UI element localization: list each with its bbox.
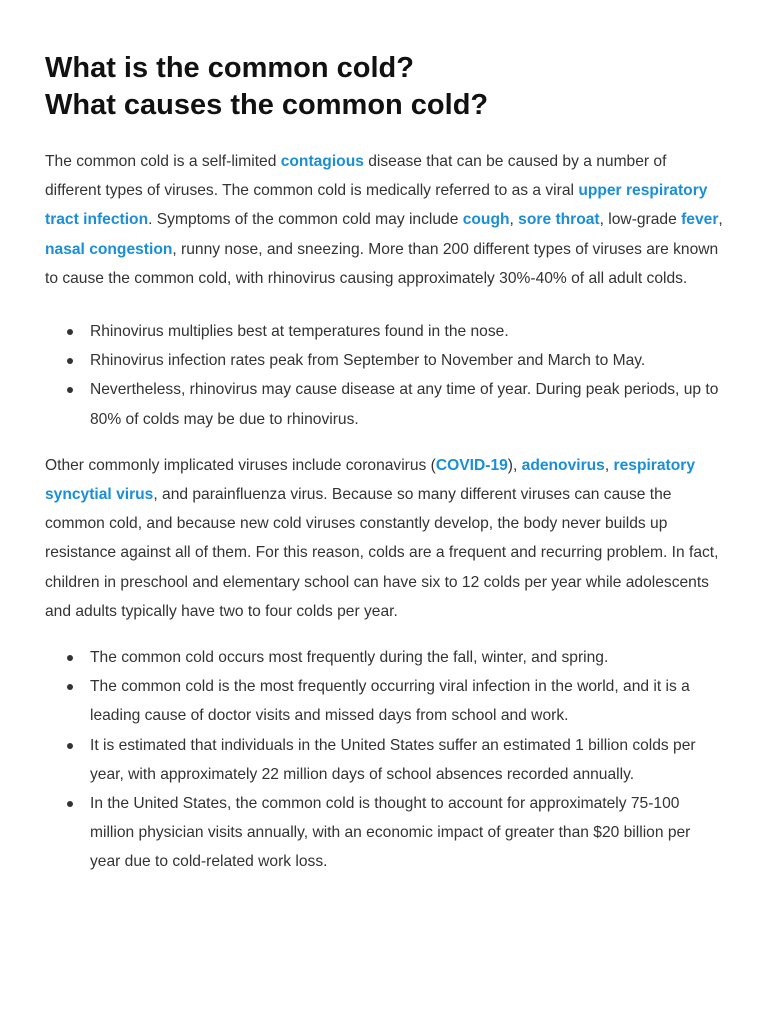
list-item (45, 672, 725, 730)
bullet-dot (67, 743, 73, 749)
para-text: Other commonly implicated viruses include coronavirus ( (45, 456, 436, 474)
list-item-text: Nevertheless, rhinovirus may cause disease at any time of year. During peak periods, up to 80% of colds may be due to rhinovirus. (90, 381, 719, 428)
intro-text: , (509, 211, 519, 229)
intro-text: , low-grade (599, 211, 682, 229)
bullet-dot (67, 684, 73, 690)
link-covid-19[interactable]: COVID-19 (435, 456, 508, 474)
list-item-text: Rhinovirus infection rates peak from September to November and March to May. (90, 352, 646, 370)
article (45, 50, 725, 877)
link-sore-throat[interactable]: sore throat (518, 211, 600, 229)
link-cough[interactable]: cough (462, 211, 510, 229)
bullet-dot (67, 329, 73, 335)
list-item (45, 789, 725, 877)
bullet-dot (67, 358, 73, 364)
list-item-text: In the United States, the common cold is thought to account for approximately 75-100 million physician visits annually, with an economic impact of greater than $20 billion per year due to cold-related work loss. (90, 795, 691, 871)
list-item (45, 346, 725, 375)
bullet-dot (67, 387, 73, 393)
intro-text: The common cold is a self-limited (45, 153, 281, 170)
list-item-text: The common cold is the most frequently occurring viral infection in the world, and it is a leading cause of doctor visits and missed days from school and work. (90, 678, 690, 725)
link-adenovirus[interactable]: adenovirus (521, 456, 605, 474)
list-item (45, 317, 725, 346)
title-line-1: What is the common cold? (45, 52, 414, 84)
list-item-text: The common cold occurs most frequently during the fall, winter, and spring. (90, 649, 609, 667)
intro-text: disease that can be caused by a number of different types of viruses. The common cold is medically referred to as a viral (45, 153, 667, 200)
para-text: , and parainfluenza virus. Because so many different viruses can cause the common cold, and because new cold viruses constantly develop, the body never builds up resistance against all of them. For this reason, colds are a frequent and recurring problem. In fact, children in preschool and elementary school can have six to 12 colds per year while adolescents and adults typically have two to four colds per year. (45, 486, 719, 620)
list-item-text: Rhinovirus multiplies best at temperatures found in the nose. (90, 323, 509, 341)
list-item (45, 731, 725, 789)
title-line-2: What causes the common cold? (45, 89, 489, 121)
para-text: ), (507, 456, 522, 474)
link-upper-respiratory-tract-infection[interactable]: upper respiratory tract infection (45, 182, 708, 229)
intro-text: . Symptoms of the common cold may include (148, 211, 463, 229)
list-item (45, 643, 725, 672)
intro-text: , runny nose, and sneezing. More than 200 different types of viruses are known to cause the common cold, with rhinovirus causing approximately 30%-40% of all adult colds. (45, 240, 719, 287)
list-item-text: It is estimated that individuals in the United States suffer an estimated 1 billion colds per year, with approximately 22 million days of school absences recorded annually. (90, 736, 696, 783)
page-title (45, 50, 725, 124)
bullet-dot (67, 801, 73, 807)
list-item (45, 375, 725, 433)
link-respiratory-syncytial-virus[interactable]: respiratory syncytial virus (45, 456, 696, 504)
rhinovirus-facts-list (45, 317, 725, 434)
intro-paragraph (45, 147, 725, 293)
link-contagious[interactable]: contagious (280, 153, 364, 170)
link-nasal-congestion[interactable]: nasal congestion (45, 240, 173, 258)
other-viruses-paragraph (45, 451, 725, 626)
common-cold-facts-list (45, 643, 725, 877)
intro-text: , (718, 211, 723, 229)
bullet-dot (67, 655, 73, 661)
para-text: , (604, 456, 614, 474)
link-fever[interactable]: fever (681, 211, 719, 229)
